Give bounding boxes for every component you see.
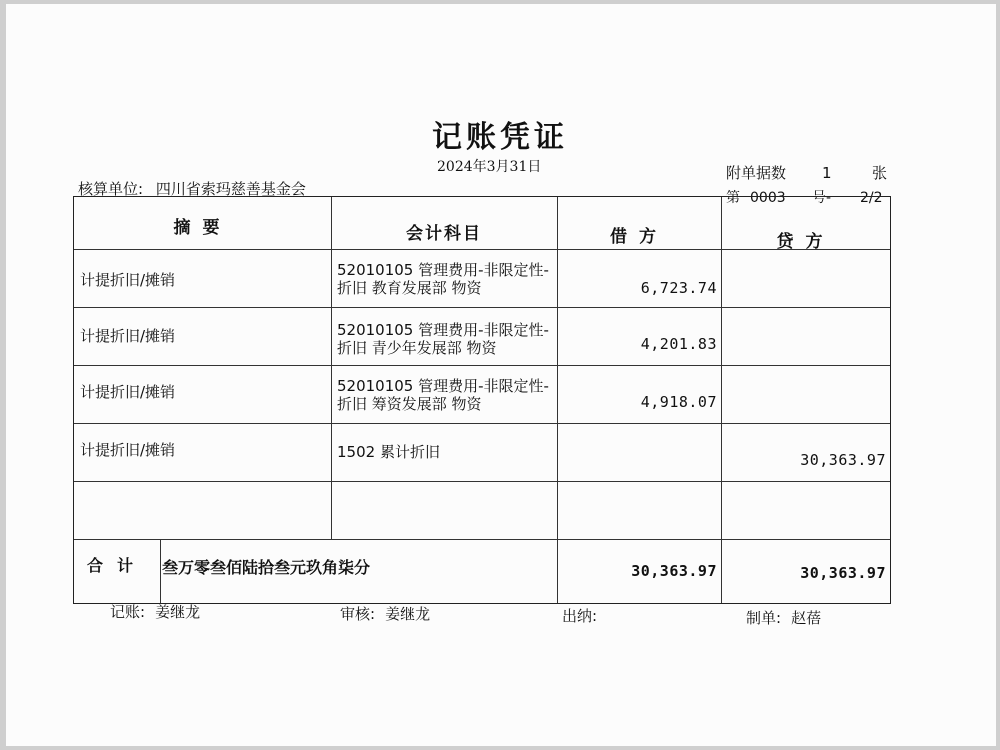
voucher-table <box>73 196 891 604</box>
accounting-unit-name: 四川省索玛慈善基金会 <box>155 180 306 198</box>
row-divider <box>74 307 890 308</box>
row-summary: 计提折旧/摊销 <box>80 383 176 401</box>
row-subject-line1: 52010105 管理费用-非限定性- <box>337 261 549 279</box>
signature-reviewer <box>340 603 430 624</box>
col-divider <box>160 539 161 603</box>
row-credit: 30,363.97 <box>800 451 886 469</box>
row-subject <box>337 321 562 357</box>
total-label: 合计 <box>86 556 147 575</box>
voucher-page: 2/2 <box>860 190 883 206</box>
row-subject-line2: 折旧 青少年发展部 物资 <box>337 339 497 357</box>
row-divider <box>74 481 890 482</box>
row-summary: 计提折旧/摊销 <box>80 441 176 459</box>
reviewer-label: 审核: <box>340 605 376 623</box>
row-divider <box>74 539 890 540</box>
row-subject <box>337 377 562 413</box>
row-divider <box>74 365 890 366</box>
attachments-count: 1 <box>822 164 832 182</box>
header-credit: 贷方 <box>776 232 835 252</box>
voucher-title: 记账凭证 <box>432 120 568 155</box>
bookkeeper-name: 姜继龙 <box>155 603 201 621</box>
cashier-label: 出纳: <box>562 607 598 625</box>
row-debit: 4,918.07 <box>640 393 717 411</box>
row-subject <box>337 443 562 461</box>
total-amount-in-words: 叁万零叁佰陆拾叁元玖角柒分 <box>162 558 371 577</box>
accounting-unit-label: 核算单位: <box>78 180 144 198</box>
row-subject-line1: 52010105 管理费用-非限定性- <box>337 321 549 339</box>
row-subject <box>337 261 562 297</box>
total-credit: 30,363.97 <box>800 564 886 582</box>
header-subject: 会计科目 <box>406 224 482 244</box>
row-subject-line2: 折旧 筹资发展部 物资 <box>337 395 482 413</box>
voucher-no: 0003 <box>750 190 786 206</box>
header-debit: 借方 <box>610 227 668 247</box>
attachments-info <box>726 162 896 183</box>
attachments-unit: 张 <box>872 164 888 182</box>
row-subject-line2: 折旧 教育发展部 物资 <box>337 279 482 297</box>
row-divider <box>74 423 890 424</box>
voucher-suffix: 号- <box>812 190 832 206</box>
signature-preparer <box>746 607 821 628</box>
header-summary: 摘要 <box>173 218 232 238</box>
col-divider <box>721 197 722 603</box>
row-subject-line1: 1502 累计折旧 <box>337 443 440 461</box>
row-debit: 6,723.74 <box>640 279 717 297</box>
row-subject-line1: 52010105 管理费用-非限定性- <box>337 377 549 395</box>
signature-cashier <box>562 605 607 626</box>
row-debit: 4,201.83 <box>640 335 717 353</box>
voucher-date: 2024年3月31日 <box>437 159 542 175</box>
attachments-label: 附单据数 <box>726 164 787 182</box>
reviewer-name: 姜继龙 <box>385 605 431 623</box>
voucher-prefix: 第 <box>726 190 740 206</box>
row-summary: 计提折旧/摊销 <box>80 327 176 345</box>
preparer-name: 赵蓓 <box>791 609 822 627</box>
signature-bookkeeper <box>110 601 200 622</box>
preparer-label: 制单: <box>746 609 782 627</box>
total-debit: 30,363.97 <box>631 562 717 580</box>
bookkeeper-label: 记账: <box>110 603 146 621</box>
row-summary: 计提折旧/摊销 <box>80 271 176 289</box>
